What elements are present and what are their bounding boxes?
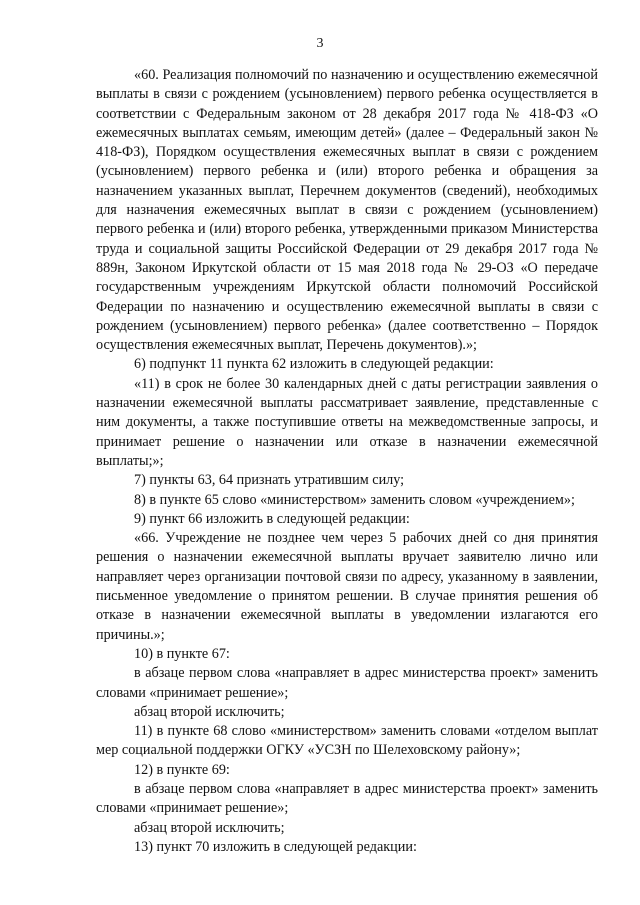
paragraph-item-67-abzac-1: в абзаце первом слова «направляет в адрес министерства проект» заменить словами «принимает решение»; (96, 665, 598, 701)
page-number: 3 (316, 36, 324, 51)
document-body (96, 66, 598, 857)
paragraph-subitem-12: 12) в пункте 69: (134, 761, 230, 778)
paragraph-subitem-10: 10) в пункте 67: (134, 645, 230, 662)
paragraph-subitem-6: 6) подпункт 11 пункта 62 изложить в следующей редакции: (134, 356, 494, 373)
paragraph-item-66-text: «66. Учреждение не позднее чем через 5 рабочих дней со дня принятия решения о назначении ежемесячной выплаты вручает заявителю лично или направляет через организации почтовой связи по адресу, указанному в заявлении, письменное уведомление о принятом решении. В случае принятия решения об отказе в назначении ежемесячной выплаты в уведомлении излагаются его причины.»; (96, 530, 598, 643)
paragraph-item-69-abzac-1: в абзаце первом слова «направляет в адрес министерства проект» заменить словами «принимает решение»; (96, 780, 598, 817)
paragraph-subitem-11: 11) в пункте 68 слово «министерством» заменить словами «отделом выплат мер социальной поддержки ОГКУ «УСЗН по Шелеховскому району»; (96, 723, 598, 759)
paragraph-item-69-abzac-2: абзац второй исключить; (134, 819, 285, 836)
paragraph-subitem-13: 13) пункт 70 изложить в следующей редакции: (134, 838, 417, 855)
paragraph-subitem-8: 8) в пункте 65 слово «министерством» заменить словом «учреждением»; (134, 491, 575, 508)
paragraph-subpoint-11-text: «11) в срок не более 30 календарных дней с даты регистрации заявления о назначении ежемесячной выплаты рассматривает заявление, представленные с ним документы, а также поступившие ответы на межведомственные запросы, и принимает решение о назначении или отказе в назначении ежемесячной выплаты;»; (96, 375, 598, 469)
paragraph-item-60: «60. Реализация полномочий по назначению и осуществлению ежемесячной выплаты в связи с рождением (усыновлением) первого ребенка осуществляется в соответствии с Федеральным законом от 28 декабря 2017 года № 418-ФЗ «О ежемесячных выплатах семьям, имеющим детей» (далее – Федеральный закон № 418-ФЗ), Порядком осуществления ежемесячных выплат в связи с рождением (усыновлением) первого ребенка и (или) второго ребенка и обращения за назначением указанных выплат, Перечнем документов (сведений), необходимых для назначения ежемесячных выплат в связи с рождением (усыновлением) первого ребенка и (или) второго ребенка, утвержденными приказом Министерства труда и социальной защиты Российской Федерации от 29 декабря 2017 года № 889н, Законом Иркутской области от 15 мая 2018 года № 29-ОЗ «О передаче государственным учреждениям Иркутской области полномочий Российской Федерации по назначению и осуществлению ежемесячной выплаты в связи с рождением (усыновлением) первого ребенка» (далее соответственно – Порядок осуществления ежемесячных выплат, Перечень документов).»; (96, 67, 598, 354)
paragraph-subitem-9: 9) пункт 66 изложить в следующей редакции: (134, 510, 410, 527)
paragraph-item-67-abzac-2: абзац второй исключить; (134, 703, 285, 720)
paragraph-subitem-7: 7) пункты 63, 64 признать утратившим силу; (134, 472, 405, 489)
